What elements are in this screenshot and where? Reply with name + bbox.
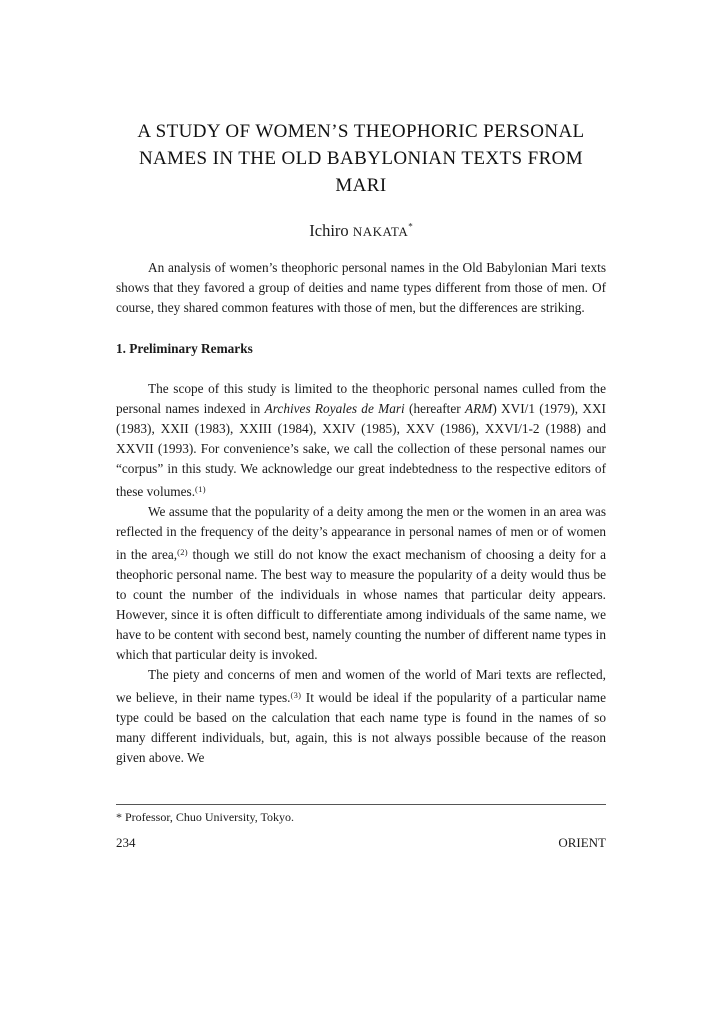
author-footnote: * Professor, Chuo University, Tokyo. [116,810,295,824]
paragraph-1 [116,379,606,502]
abstract: An analysis of women’s theophoric personal names in the Old Babylonian Mari texts shows that they favored a group of deities and name types different from those of men. Of course, they shared common features with those of men, but the differences are striking. [116,260,606,315]
footnote-reference-1[interactable]: (1) [195,484,206,494]
paragraph-3-text-b: It would be ideal if the popularity of a particular name type could be based on the calculation that each name type is found in the names of so many different individuals, but, again, this is not always possible because of the reason given above. We [116,690,606,765]
article-title [116,118,606,199]
paragraph-1-text-b: (hereafter [404,401,465,416]
series-abbreviation: ARM [464,401,493,416]
section-heading: 1. Preliminary Remarks [116,341,253,356]
series-title: Archives Royales de Mari [264,401,405,416]
article [116,118,606,768]
paragraph-3 [116,665,606,768]
paragraph-2-text-b: though we still do not know the exact mechanism of choosing a deity for a theophoric personal name. The best way to measure the popularity of a deity would thus be to count the number of the individuals in whose names that particular deity appears. However, since it is often difficult to differentiate among individuals of the same name, we have to be content with second best, namely counting the number of different name types in which that particular deity is invoked. [116,547,606,662]
author-line [116,221,606,243]
paragraph-1-text-a: The scope of this study is limited to the theophoric personal names culled from the personal names indexed in [116,381,606,416]
page-number: 234 [116,835,136,850]
author-given-name: Ichiro [309,221,349,240]
footnote-reference-2[interactable]: (2) [177,547,188,557]
paragraph-1-text-c: ) XVI/1 (1979), XXI (1983), XXII (1983), XXIII (1984), XXIV (1985), XXV (1986), XXVI/1-2 (1988) and XXVII (1993). For convenience’s sake, we call the collection of these personal names our “corpus” in this study. We acknowledge our great indebtedness to the respective editors of these volumes. [116,401,606,499]
author-footnote-marker: * [408,221,413,232]
paragraph-2-text-a: We assume that the popularity of a deity among the men or the women in an area was reflected in the frequency of the deity’s appearance in personal names of men or of women in the area, [116,504,606,562]
page-footer [116,835,606,851]
paragraph-3-text-a: The piety and concerns of men and women of the world of Mari texts are reflected, we believe, in their name types. [116,667,606,705]
journal-name: ORIENT [558,835,606,850]
title-line-1: A STUDY OF WOMEN’S THEOPHORIC PERSONAL [137,121,585,142]
title-line-2: NAMES IN THE OLD BABYLONIAN TEXTS FROM MARI [138,148,584,196]
paragraph-2 [116,502,606,665]
author-family-name: NAKATA [352,224,409,239]
footnote-divider [116,804,606,805]
footnote-reference-3[interactable]: (3) [290,690,302,700]
